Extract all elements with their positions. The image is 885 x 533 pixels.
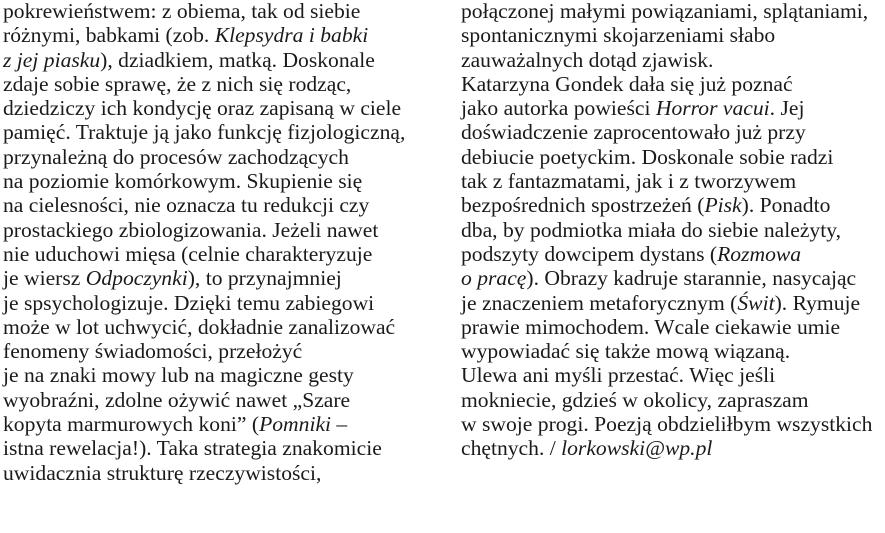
text-segment: może w lot uchwycić, dokładnie zanalizować [3, 314, 396, 339]
text-segment: kopyta marmurowych koni” ( [3, 412, 260, 437]
text-segment: zdaje sobie sprawę, że z nich się rodząc, [3, 71, 352, 96]
text-line [461, 193, 885, 217]
text-line [3, 461, 433, 485]
text-segment: spontanicznymi skojarzeniami słabo [461, 23, 776, 48]
text-segment: ), dziadkiem, matką. Doskonale [100, 47, 375, 72]
italic-title-text: Klepsydra i babki [214, 23, 369, 48]
italic-title-text: lorkowski@wp.pl [561, 436, 713, 461]
text-segment: tak z fantazmatami, jak i z tworzywem [461, 169, 797, 194]
text-segment: chętnych. / [461, 436, 562, 461]
left-text-column [3, 0, 433, 485]
text-line [3, 96, 433, 120]
text-segment: prostackiego zbiologizowania. Jeżeli nawet [3, 217, 379, 242]
text-line [3, 72, 433, 96]
text-line [461, 96, 885, 120]
text-line [461, 72, 885, 96]
italic-title-text: Odpoczynki [85, 266, 188, 291]
text-segment: nie uduchowi mięsa (celnie charakteryzuje [3, 241, 373, 266]
italic-title-text: o pracę [461, 266, 527, 291]
text-segment: je wiersz [3, 266, 86, 291]
text-segment: je na znaki mowy lub na magiczne gesty [3, 363, 354, 388]
text-line [3, 339, 433, 363]
text-line [3, 145, 433, 169]
text-segment: w swoje progi. Poezją obdzieliłbym wszystkich [461, 412, 873, 437]
text-line [3, 388, 433, 412]
text-segment: je znaczeniem metaforycznym ( [461, 290, 738, 315]
text-line [3, 23, 433, 47]
text-line [3, 193, 433, 217]
text-segment: podszyty dowcipem dystans ( [461, 241, 718, 266]
text-segment: zauważalnych dotąd zjawisk. [461, 47, 714, 72]
text-line [3, 291, 433, 315]
text-line [461, 363, 885, 387]
text-segment: Ulewa ani myśli przestać. Więc jeśli [461, 363, 776, 388]
italic-title-text: Pomniki [259, 412, 332, 437]
text-segment: istna rewelacja!). Taka strategia znakomicie [3, 436, 382, 461]
text-segment: . Jej [769, 96, 805, 121]
italic-title-text: z jej piasku [3, 47, 101, 72]
text-line [461, 145, 885, 169]
text-segment: jako autorka powieści [461, 96, 656, 121]
text-line [461, 266, 885, 290]
text-segment: Katarzyna Gondek dała się już poznać [461, 71, 793, 96]
text-line [3, 48, 433, 72]
text-line [461, 48, 885, 72]
text-segment: wyobraźni, zdolne ożywić nawet „Szare [3, 387, 351, 412]
text-segment: prawie mimochodem. Wcale ciekawie umie [461, 314, 841, 339]
text-line [461, 120, 885, 144]
text-line [3, 266, 433, 290]
text-line [3, 436, 433, 460]
text-line [3, 169, 433, 193]
text-segment: pokrewieństwem: z obiema, tak od siebie [3, 0, 361, 23]
text-line [461, 242, 885, 266]
text-line [461, 388, 885, 412]
text-line [461, 291, 885, 315]
text-segment: – [331, 412, 348, 437]
text-segment: debiucie poetyckim. Doskonale sobie radzi [461, 144, 834, 169]
text-line [461, 436, 885, 460]
text-line [461, 315, 885, 339]
text-line [3, 120, 433, 144]
text-segment: ). Obrazy kadruje starannie, nasycając [526, 266, 857, 291]
text-segment: doświadczenie zaprocentowało już przy [461, 120, 806, 145]
text-segment: różnymi, babkami (zob. [3, 23, 215, 48]
text-line [3, 412, 433, 436]
text-line [461, 412, 885, 436]
text-line [461, 0, 885, 23]
text-segment: wypowiadać się także mową wiązaną. [461, 339, 791, 364]
text-segment: na cielesności, nie oznacza tu redukcji czy [3, 193, 370, 218]
text-segment: uwidacznia strukturę rzeczywistości, [3, 460, 322, 485]
text-line [3, 0, 433, 23]
text-segment: połączonej małymi powiązaniami, splątaniami, [461, 0, 869, 23]
italic-title-text: Horror vacui [655, 96, 770, 121]
italic-title-text: Świt [737, 290, 775, 315]
text-line [3, 218, 433, 242]
text-line [461, 23, 885, 47]
text-segment: ), to przynajmniej [187, 266, 342, 291]
text-segment: dziedziczy ich kondycję oraz zapisaną w ciele [3, 96, 402, 121]
text-segment: fenomeny świadomości, przełożyć [3, 339, 303, 364]
text-line [461, 169, 885, 193]
text-segment: pamięć. Traktuje ją jako funkcję fizjologiczną, [3, 120, 406, 145]
italic-title-text: Rozmowa [717, 241, 802, 266]
text-line [3, 363, 433, 387]
right-text-column [461, 0, 885, 461]
text-segment: mokniecie, gdzieś w okolicy, zapraszam [461, 387, 809, 412]
text-line [461, 339, 885, 363]
text-line [461, 218, 885, 242]
italic-title-text: Pisk [704, 193, 742, 218]
text-segment: bezpośrednich spostrzeżeń ( [461, 193, 705, 218]
text-segment: na poziomie komórkowym. Skupienie się [3, 169, 363, 194]
text-line [3, 315, 433, 339]
text-segment: je spsychologizuje. Dzięki temu zabiegowi [3, 290, 375, 315]
text-segment: przynależną do procesów zachodzących [3, 144, 349, 169]
text-segment: ). Ponadto [741, 193, 831, 218]
text-segment: ). Rymuje [774, 290, 861, 315]
text-segment: dba, by podmiotka miała do siebie należyty, [461, 217, 841, 242]
text-line [3, 242, 433, 266]
